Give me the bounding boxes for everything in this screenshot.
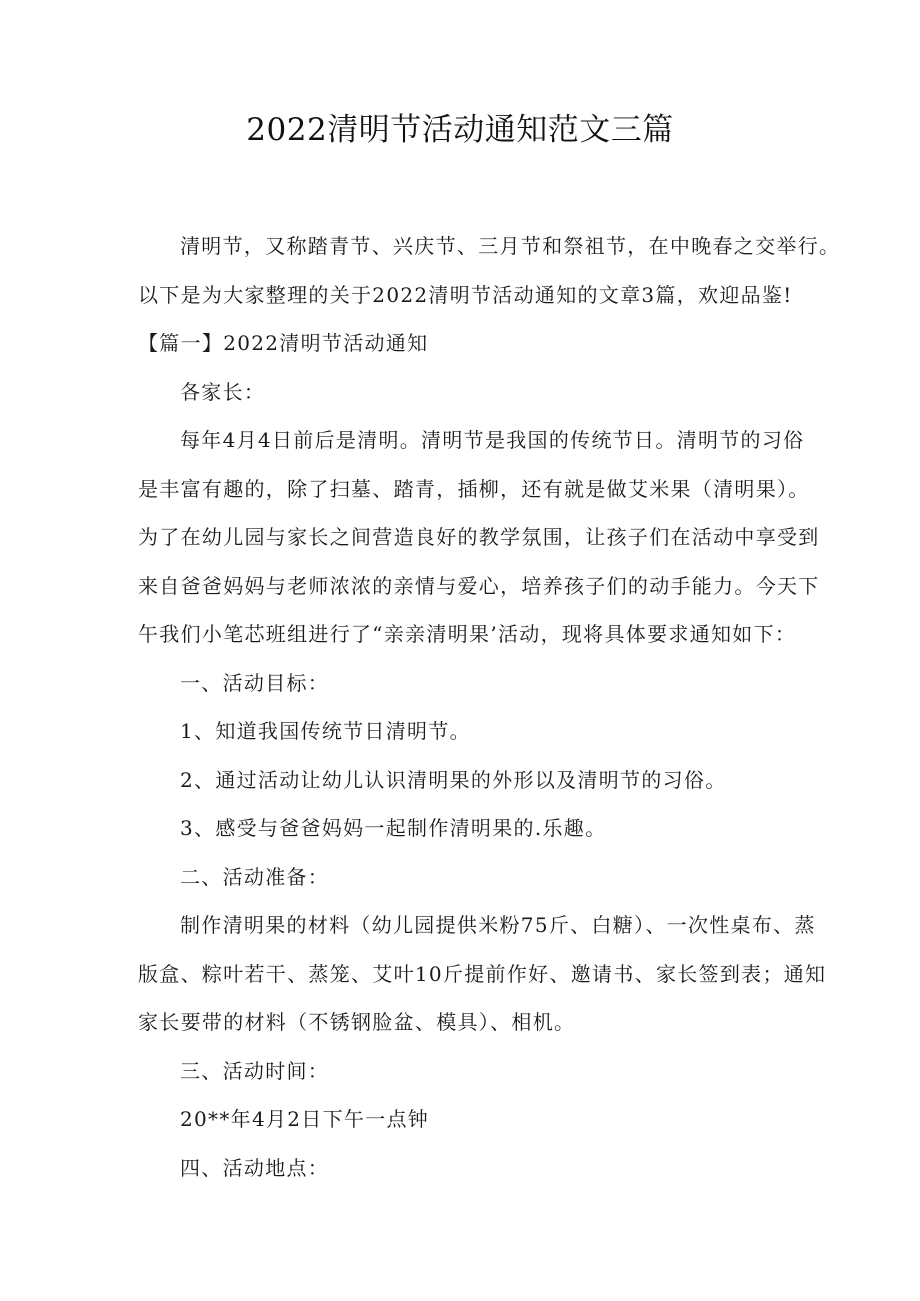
list-item: 1、知道我国传统节日清明节。 [180, 719, 471, 743]
salutation: 各家长： [180, 380, 266, 404]
paragraph-line: 20**年4月2日下午一点钟 [180, 1107, 430, 1131]
paragraph-line: 每年4月4日前后是清明。清明节是我国的传统节日。清明节的习俗 [180, 428, 805, 452]
page-title: 2022清明节活动通知范文三篇 [246, 112, 674, 148]
paragraph-line: 制作清明果的材料（幼儿园提供米粉75斤、白糖）、一次性桌布、蒸 [180, 913, 816, 937]
paragraph-line: 午我们小笔芯班组进行了“亲亲清明果’活动，现将具体要求通知如下： [138, 622, 797, 646]
section-heading: 三、活动时间： [180, 1059, 330, 1083]
section-heading: 一、活动目标： [180, 671, 330, 695]
section-heading-1: 【篇一】2022清明节活动通知 [138, 331, 429, 355]
paragraph-line: 家长要带的材料（不锈钢脸盆、模具）、相机。 [138, 1010, 576, 1034]
paragraph-line: 版盒、粽叶若干、蒸笼、艾叶10斤提前作好、邀请书、家长签到表；通知 [138, 962, 827, 986]
paragraph-line: 为了在幼儿园与家长之间营造良好的教学氛围，让孩子们在活动中享受到 [138, 525, 820, 549]
section-heading: 四、活动地点： [180, 1156, 330, 1180]
list-item: 2、通过活动让幼儿认识清明果的外形以及清明节的习俗。 [180, 768, 727, 792]
intro-line-1: 清明节，又称踏青节、兴庆节、三月节和祭祖节，在中晚春之交举行。 [180, 234, 841, 258]
paragraph-line: 来自爸爸妈妈与老师浓浓的亲情与爱心，培养孩子们的动手能力。今天下 [138, 574, 820, 598]
list-item: 3、感受与爸爸妈妈一起制作清明果的.乐趣。 [180, 816, 607, 840]
section-heading: 二、活动准备： [180, 865, 330, 889]
intro-line-2: 以下是为大家整理的关于2022清明节活动通知的文章3篇，欢迎品鉴! [138, 283, 793, 307]
paragraph-line: 是丰富有趣的，除了扫墓、踏青，插柳，还有就是做艾米果（清明果）。 [138, 477, 810, 501]
